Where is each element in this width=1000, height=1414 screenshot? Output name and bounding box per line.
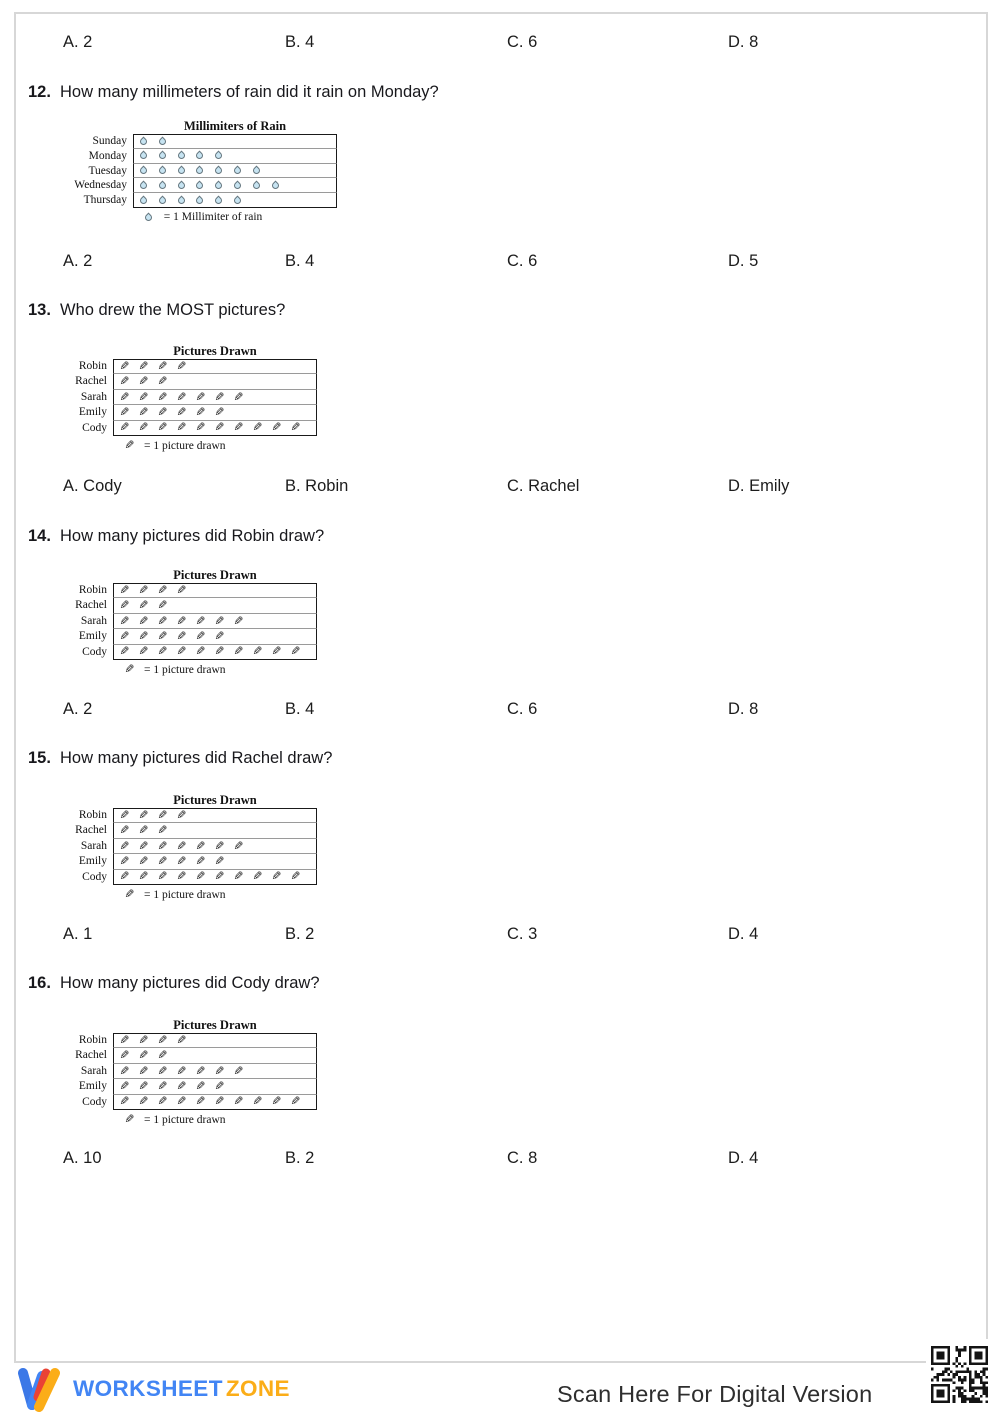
pictograph-row [113, 614, 317, 629]
raindrop-icon [191, 164, 210, 177]
pictograph-grid [63, 134, 337, 208]
raindrop-icon [154, 194, 173, 207]
pencil-icon: ✎ [176, 869, 187, 884]
pictograph-title: Pictures Drawn [173, 1018, 257, 1032]
question-text: How many pictures did Cody draw? [60, 974, 320, 992]
pictograph-row [113, 1095, 317, 1110]
raindrop-icon [173, 194, 192, 207]
pencil-icon: ✎ [138, 389, 149, 404]
pencil-icon: ✎ [157, 869, 168, 884]
pictograph-row [113, 1064, 317, 1079]
pictograph-grid [43, 583, 317, 660]
answer-option: C. 6 [507, 33, 538, 51]
answer-option: B. 4 [285, 252, 315, 270]
pencil-icon: ✎ [195, 644, 206, 659]
pencil-icon: ✎ [176, 853, 187, 868]
pictograph-row-label: Rachel [75, 824, 107, 837]
pictograph-grid [43, 1033, 317, 1110]
pictograph-row-label: Robin [78, 1034, 107, 1046]
question-text: How many millimeters of rain did it rain on Monday? [60, 83, 439, 101]
answer-option: A. 2 [63, 700, 93, 718]
pencil-icon: ✎ [195, 613, 206, 628]
pictograph-row-label: Wednesday [74, 179, 127, 192]
pencil-icon: ✎ [138, 644, 149, 659]
answer-option: C. 3 [507, 925, 538, 943]
raindrop-icon [229, 164, 248, 177]
answers-row [0, 252, 1000, 276]
pencil-icon: ✎ [138, 1033, 149, 1048]
pictograph-legend [120, 888, 317, 901]
pictures-pictograph [43, 793, 317, 901]
pencil-icon: ✎ [157, 1078, 168, 1093]
rain-pictograph [63, 119, 337, 224]
pencil-icon: ✎ [176, 420, 187, 435]
pencil-icon: ✎ [157, 1094, 168, 1109]
raindrop-icon [154, 164, 173, 177]
raindrop-icon [248, 179, 267, 192]
pencil-icon: ✎ [119, 374, 130, 389]
answer-option: C. 6 [507, 700, 538, 718]
pictograph-row [133, 178, 337, 193]
pictograph-title: Pictures Drawn [173, 793, 257, 807]
raindrop-icon [210, 149, 229, 162]
pencil-icon: ✎ [157, 359, 168, 374]
pencil-icon: ✎ [214, 404, 225, 419]
raindrop-icon [173, 149, 192, 162]
answer-option: D. 4 [728, 1149, 759, 1167]
pictograph-row-label: Emily [78, 1080, 107, 1093]
answer-option: A. 10 [63, 1149, 102, 1167]
pictograph-row [113, 405, 317, 420]
pencil-icon: ✎ [195, 1063, 206, 1078]
pictograph-title: Millimiters of Rain [183, 119, 287, 133]
pictograph-row-label: Sarah [80, 839, 107, 852]
pencil-icon: ✎ [157, 389, 168, 404]
pictograph-row-label: Sarah [80, 1064, 107, 1077]
pictograph-row [113, 823, 317, 838]
question-16 [0, 974, 1000, 998]
pencil-icon: ✎ [252, 420, 263, 435]
raindrop-icon [173, 179, 192, 192]
qr-code [926, 1339, 992, 1414]
pictograph-row-label: Robin [78, 360, 107, 372]
question-12 [0, 83, 1000, 107]
question-text: How many pictures did Rachel draw? [60, 749, 333, 767]
raindrop-icon [229, 194, 248, 207]
question-number: 12. [28, 83, 51, 101]
pictures-pictograph [43, 568, 317, 676]
pencil-icon: ✎ [138, 823, 149, 838]
pencil-icon: ✎ [138, 359, 149, 374]
pictograph-grid [43, 359, 317, 436]
pencil-icon: ✎ [271, 869, 282, 884]
pencil-icon: ✎ [119, 644, 130, 659]
pencil-icon: ✎ [176, 838, 187, 853]
answers-row [0, 33, 1000, 57]
question-number: 13. [28, 301, 51, 319]
answer-option: D. 8 [728, 33, 759, 51]
pencil-icon: ✎ [124, 662, 135, 677]
pencil-icon: ✎ [138, 1078, 149, 1093]
pictograph-row [113, 374, 317, 389]
pictograph-row [113, 390, 317, 405]
pencil-icon: ✎ [195, 628, 206, 643]
pencil-icon: ✎ [138, 853, 149, 868]
pictograph-row-label: Robin [78, 809, 107, 821]
pencil-icon: ✎ [119, 404, 130, 419]
pictograph-row [113, 421, 317, 436]
pictograph-row-label: Sarah [80, 390, 107, 403]
pictograph-legend [120, 663, 317, 676]
pencil-icon: ✎ [157, 404, 168, 419]
pencil-icon: ✎ [176, 628, 187, 643]
pictograph-row [133, 149, 337, 164]
pictograph-legend [120, 1113, 317, 1126]
pencil-icon: ✎ [214, 869, 225, 884]
question-15 [0, 749, 1000, 773]
pencil-icon: ✎ [157, 1063, 168, 1078]
pencil-icon: ✎ [119, 613, 130, 628]
pencil-icon: ✎ [138, 583, 149, 598]
pencil-icon: ✎ [271, 420, 282, 435]
pencil-icon: ✎ [124, 887, 135, 902]
pictograph-row-label: Cody [82, 870, 107, 883]
pictograph-row-label: Robin [78, 584, 107, 596]
pencil-icon: ✎ [138, 1063, 149, 1078]
pencil-icon: ✎ [176, 644, 187, 659]
pencil-icon: ✎ [214, 644, 225, 659]
pencil-icon: ✎ [138, 628, 149, 643]
pictograph-row-label: Cody [82, 421, 107, 434]
raindrop-icon [210, 179, 229, 192]
pencil-icon: ✎ [119, 420, 130, 435]
pencil-icon: ✎ [157, 1033, 168, 1048]
pencil-icon: ✎ [176, 583, 187, 598]
pencil-icon: ✎ [176, 1078, 187, 1093]
raindrop-icon [135, 135, 154, 148]
pictograph-row [113, 1079, 317, 1094]
pictograph-row-label: Cody [82, 1095, 107, 1108]
pencil-icon: ✎ [157, 838, 168, 853]
pencil-icon: ✎ [119, 628, 130, 643]
pencil-icon: ✎ [195, 1094, 206, 1109]
answer-option: D. Emily [728, 477, 790, 495]
answer-option: A. 2 [63, 252, 93, 270]
pictograph-row-label: Sunday [92, 135, 127, 147]
pencil-icon: ✎ [119, 808, 130, 823]
pencil-icon: ✎ [157, 583, 168, 598]
question-text: Who drew the MOST pictures? [60, 301, 286, 319]
raindrop-icon [154, 135, 173, 148]
pencil-icon: ✎ [119, 598, 130, 613]
scan-here-text: Scan Here For Digital Version [557, 1381, 873, 1407]
pictograph-row-label: Monday [88, 149, 127, 162]
pencil-icon: ✎ [157, 374, 168, 389]
pencil-icon: ✎ [119, 359, 130, 374]
pencil-icon: ✎ [252, 644, 263, 659]
pencil-icon: ✎ [138, 598, 149, 613]
answer-option: D. 5 [728, 252, 759, 270]
raindrop-icon [191, 194, 210, 207]
pictograph-row [113, 870, 317, 885]
pencil-icon: ✎ [119, 869, 130, 884]
pictograph-row [113, 629, 317, 644]
question-14 [0, 527, 1000, 551]
raindrop-icon [154, 179, 173, 192]
pencil-icon: ✎ [176, 404, 187, 419]
answer-option: C. 6 [507, 252, 538, 270]
pencil-icon: ✎ [138, 869, 149, 884]
pencil-icon: ✎ [119, 1033, 130, 1048]
pencil-icon: ✎ [214, 389, 225, 404]
pencil-icon: ✎ [119, 823, 130, 838]
pictograph-legend [140, 211, 337, 224]
pencil-icon: ✎ [214, 628, 225, 643]
pictograph-row-label: Emily [78, 630, 107, 643]
answers-row [0, 477, 1000, 501]
question-number: 14. [28, 527, 51, 545]
pencil-icon: ✎ [233, 644, 244, 659]
pencil-icon: ✎ [138, 420, 149, 435]
pencil-icon: ✎ [195, 404, 206, 419]
answer-option: C. 8 [507, 1149, 538, 1167]
pencil-icon: ✎ [214, 853, 225, 868]
pencil-icon: ✎ [157, 613, 168, 628]
answer-option: C. Rachel [507, 477, 580, 495]
pencil-icon: ✎ [271, 644, 282, 659]
pencil-icon: ✎ [138, 838, 149, 853]
worksheetzone-logo-icon [16, 1364, 66, 1414]
pencil-icon: ✎ [157, 628, 168, 643]
pencil-icon: ✎ [157, 853, 168, 868]
pictograph-row [133, 134, 337, 149]
answer-option: B. Robin [285, 477, 349, 495]
pencil-icon: ✎ [124, 1112, 135, 1127]
pencil-icon: ✎ [176, 1094, 187, 1109]
pencil-icon: ✎ [176, 1033, 187, 1048]
answer-option: B. 4 [285, 33, 315, 51]
pencil-icon: ✎ [195, 853, 206, 868]
pictograph-title: Pictures Drawn [173, 344, 257, 358]
pencil-icon: ✎ [176, 1063, 187, 1078]
pencil-icon: ✎ [233, 1063, 244, 1078]
pencil-icon: ✎ [290, 420, 301, 435]
pencil-icon: ✎ [124, 438, 135, 453]
answer-option: B. 2 [285, 925, 315, 943]
pictograph-row [113, 854, 317, 869]
pictograph-row-label: Rachel [75, 375, 107, 388]
answers-row [0, 700, 1000, 724]
pictograph-row [113, 1048, 317, 1063]
brand-zone: ZONE [225, 1376, 290, 1401]
pencil-icon: ✎ [195, 420, 206, 435]
raindrop-icon [229, 179, 248, 192]
pencil-icon: ✎ [119, 1078, 130, 1093]
pencil-icon: ✎ [138, 808, 149, 823]
pictograph-row [113, 583, 317, 598]
pencil-icon: ✎ [195, 389, 206, 404]
pictograph-row [133, 193, 337, 208]
brand-text [73, 1376, 290, 1402]
pencil-icon: ✎ [176, 808, 187, 823]
pencil-icon: ✎ [157, 808, 168, 823]
pencil-icon: ✎ [176, 389, 187, 404]
pencil-icon: ✎ [138, 374, 149, 389]
answer-option: D. 8 [728, 700, 759, 718]
pencil-icon: ✎ [138, 613, 149, 628]
pencil-icon: ✎ [214, 1063, 225, 1078]
pencil-icon: ✎ [157, 598, 168, 613]
pencil-icon: ✎ [233, 838, 244, 853]
pencil-icon: ✎ [233, 869, 244, 884]
pencil-icon: ✎ [195, 869, 206, 884]
pencil-icon: ✎ [214, 838, 225, 853]
brand-worksheet: WORKSHEET [73, 1376, 223, 1401]
pictures-pictograph [43, 344, 317, 452]
answers-row [0, 1149, 1000, 1173]
raindrop-icon [135, 149, 154, 162]
raindrop-icon [140, 211, 159, 224]
pictograph-legend-text: = 1 picture drawn [144, 888, 226, 901]
pictograph-row-label: Emily [78, 855, 107, 868]
pencil-icon: ✎ [157, 823, 168, 838]
pictograph-legend-text: = 1 picture drawn [144, 663, 226, 676]
pictograph-row [113, 1033, 317, 1048]
pictograph-legend [120, 439, 317, 452]
raindrop-icon [135, 179, 154, 192]
pictograph-title: Pictures Drawn [173, 568, 257, 582]
pencil-icon: ✎ [119, 389, 130, 404]
pictograph-grid [43, 808, 317, 885]
pictograph-legend-text: = 1 picture drawn [144, 1113, 226, 1126]
raindrop-icon [267, 179, 286, 192]
pencil-icon: ✎ [119, 853, 130, 868]
pictograph-row-label: Tuesday [88, 164, 127, 177]
pencil-icon: ✎ [138, 1048, 149, 1063]
pencil-icon: ✎ [233, 420, 244, 435]
pencil-icon: ✎ [214, 1078, 225, 1093]
pencil-icon: ✎ [214, 613, 225, 628]
raindrop-icon [191, 149, 210, 162]
pencil-icon: ✎ [176, 359, 187, 374]
pencil-icon: ✎ [138, 1094, 149, 1109]
pencil-icon: ✎ [157, 420, 168, 435]
pictograph-row [113, 645, 317, 660]
raindrop-icon [173, 164, 192, 177]
answer-option: B. 2 [285, 1149, 315, 1167]
answer-option: A. Cody [63, 477, 122, 495]
pencil-icon: ✎ [290, 1094, 301, 1109]
pictograph-row [113, 808, 317, 823]
answers-row [0, 925, 1000, 949]
pencil-icon: ✎ [119, 1048, 130, 1063]
pencil-icon: ✎ [233, 1094, 244, 1109]
pencil-icon: ✎ [119, 838, 130, 853]
pencil-icon: ✎ [176, 613, 187, 628]
answer-option: A. 1 [63, 925, 93, 943]
question-13 [0, 301, 1000, 325]
pencil-icon: ✎ [157, 644, 168, 659]
question-number: 15. [28, 749, 51, 767]
pictograph-row [113, 598, 317, 613]
pictograph-row-label: Sarah [80, 614, 107, 627]
raindrop-icon [135, 194, 154, 207]
raindrop-icon [248, 164, 267, 177]
worksheetzone-logo [16, 1364, 290, 1414]
raindrop-icon [210, 194, 229, 207]
pencil-icon: ✎ [252, 1094, 263, 1109]
pencil-icon: ✎ [233, 389, 244, 404]
pencil-icon: ✎ [290, 869, 301, 884]
answer-option: D. 4 [728, 925, 759, 943]
raindrop-icon [154, 149, 173, 162]
pictograph-legend-text: = 1 picture drawn [144, 439, 226, 452]
pencil-icon: ✎ [195, 838, 206, 853]
pictures-pictograph [43, 1018, 317, 1126]
answer-option: A. 2 [63, 33, 93, 51]
raindrop-icon [191, 179, 210, 192]
pictograph-row [113, 359, 317, 374]
pencil-icon: ✎ [119, 1063, 130, 1078]
raindrop-icon [210, 164, 229, 177]
question-text: How many pictures did Robin draw? [60, 527, 325, 545]
pictograph-row-label: Cody [82, 645, 107, 658]
pencil-icon: ✎ [233, 613, 244, 628]
answer-option: B. 4 [285, 700, 315, 718]
pencil-icon: ✎ [195, 1078, 206, 1093]
pencil-icon: ✎ [119, 583, 130, 598]
pencil-icon: ✎ [138, 404, 149, 419]
raindrop-icon [135, 164, 154, 177]
pictograph-row [113, 839, 317, 854]
pictograph-row [133, 164, 337, 179]
pictograph-row-label: Rachel [75, 599, 107, 612]
pictograph-row-label: Rachel [75, 1049, 107, 1062]
pictograph-legend-text: = 1 Millimiter of rain [163, 211, 263, 224]
pencil-icon: ✎ [252, 869, 263, 884]
pencil-icon: ✎ [214, 420, 225, 435]
pencil-icon: ✎ [119, 1094, 130, 1109]
pencil-icon: ✎ [214, 1094, 225, 1109]
pencil-icon: ✎ [157, 1048, 168, 1063]
pictograph-row-label: Thursday [83, 194, 127, 207]
pencil-icon: ✎ [271, 1094, 282, 1109]
question-number: 16. [28, 974, 51, 992]
pencil-icon: ✎ [290, 644, 301, 659]
pictograph-row-label: Emily [78, 406, 107, 419]
